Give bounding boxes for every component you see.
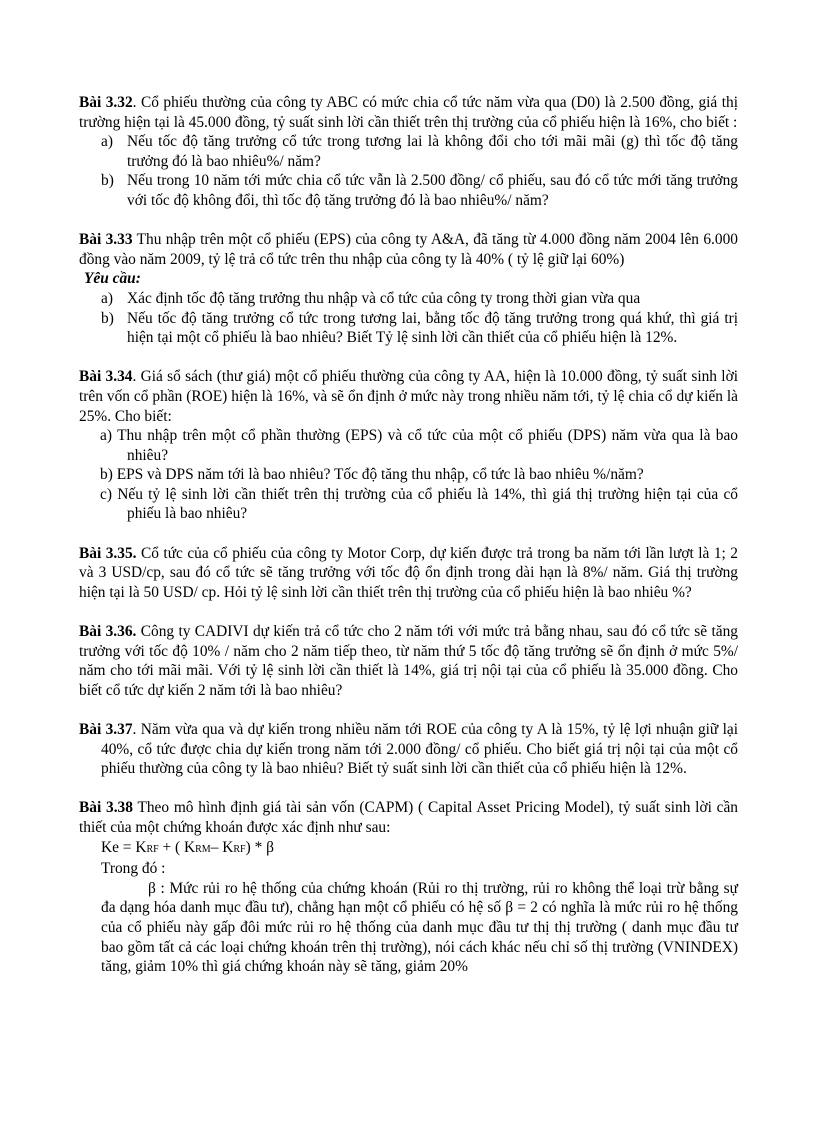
beta-definition — [79, 879, 738, 977]
exercise-3-36 — [79, 622, 738, 700]
exercise-title: Bài 3.37 — [79, 721, 133, 738]
exercise-text: Cổ tức của cổ phiếu của công ty Motor Corp, dự kiến được trả trong ba năm tới lần lượt là 1; 2 và 3 USD/cp, sau đó cổ tức sẽ tăng trưởng với tốc độ ổn định trong dài hạn là 8%/ năm. Giá thị trường hiện tại là 50 USD/ cp. Hỏi tỷ lệ sinh lời cần thiết trên thị trường của cổ phiếu hiện là bao nhiêu %? — [79, 544, 738, 601]
exercise-text: . Giá sổ sách (thư giá) một cổ phiếu thường của công ty AA, hiện là 10.000 đồng, tỷ suất sinh lời trên vốn cổ phần (ROE) hiện là 16%, và sẽ ổn định ở mức này trong nhiều năm tới, tỷ lệ chia cổ dự kiến là 25%. Cho biết: — [79, 368, 738, 425]
exercise-title: Bài 3.36. — [79, 623, 137, 641]
formula-subscript: RM — [195, 843, 211, 855]
exercise-3-33-items — [79, 289, 738, 348]
item-text: Nếu trong 10 năm tới mức chia cổ tức vẫn là 2.500 đồng/ cổ phiếu, sau đó cổ tức mới tăng trưởng với tốc độ không đổi, thì tốc độ tăng trưởng đó là bao nhiêu%/ năm? — [127, 172, 738, 209]
item-marker: a) — [100, 427, 112, 445]
exercise-title: Bài 3.35. — [79, 544, 137, 562]
exercise-title: Bài 3.38 — [79, 799, 133, 817]
formula-subscript: RF — [146, 843, 159, 855]
item-text: Nếu tốc độ tăng trưởng cổ tức trong tương lai là không đổi cho tới mãi mãi (g) thì tốc độ tăng trưởng đó là bao nhiêu%/ năm? — [127, 133, 738, 170]
exercise-text: Theo mô hình định giá tài sản vốn (CAPM) ( Capital Asset Pricing Model), tỷ suất sinh lời cần thiết của một chứng khoán được xác định như sau: — [79, 799, 738, 836]
formula-part: Ke = K — [101, 838, 147, 856]
exercise-title: Bài 3.34 — [79, 368, 133, 386]
list-item — [79, 485, 738, 524]
item-marker: b) — [100, 466, 113, 484]
list-item — [79, 289, 738, 309]
exercise-3-35 — [79, 544, 738, 603]
item-marker: c) — [100, 485, 112, 503]
exercise-text: Công ty CADIVI dự kiến trả cổ tức cho 2 năm tới với mức trả bằng nhau, sau đó cổ tức sẽ tăng trưởng với tốc độ 10% / năm cho 2 năm tiếp theo, từ năm thứ 5 tốc độ tăng trưởng sẽ ổn định ở mức 5%/ năm cho tới mãi mãi. Với tỷ lệ sinh lời cần thiết là 14%, giá trị nội tại của cổ phiếu là 35.000 đồng. Cho biết cổ tức dự kiến 2 năm tới là bao nhiêu? — [79, 623, 738, 699]
capm-formula — [79, 838, 738, 860]
exercise-text: Thu nhập trên một cổ phiếu (EPS) của công ty A&A, đã tăng từ 4.000 đồng năm 2004 lên 6.000 đồng vào năm 2009, tỷ lệ trả cổ tức trên thu nhập của công ty là 40% ( tỷ lệ giữ lại 60%) — [79, 231, 738, 268]
list-item — [79, 465, 738, 485]
item-text: Nếu tốc độ tăng trưởng cổ tức trong tương lai, bằng tốc độ tăng trưởng trong quá khứ, thì giá trị hiện tại một cổ phiếu là bao nhiêu? Biết Tỷ lệ sinh lời cần thiết của cổ phiếu hiện là 12%. — [127, 309, 738, 347]
exercise-title: Bài 3.33 — [79, 231, 133, 249]
formula-subscript: RF — [233, 843, 246, 855]
list-item — [79, 426, 738, 465]
exercise-3-32 — [79, 93, 738, 132]
item-marker: a) — [101, 289, 113, 307]
list-item — [79, 132, 738, 171]
item-text: Thu nhập trên một cổ phần thường (EPS) và cổ tức của một cổ phiếu (DPS) năm vừa qua là bao nhiêu? — [117, 427, 738, 464]
exercise-text: . Cổ phiếu thường của công ty ABC có mức chia cổ tức năm vừa qua (D0) là 2.500 đồng, giá thị trường hiện tại là 45.000 đồng, tỷ suất sinh lời cần thiết trên thị trường của cổ phiếu hiện là 16%, cho biết : — [79, 94, 738, 131]
list-item — [79, 171, 738, 210]
item-marker: b) — [101, 172, 114, 190]
exercise-3-38 — [79, 798, 738, 837]
where-label: Trong đó : — [101, 860, 166, 878]
exercise-3-34 — [79, 367, 738, 426]
exercise-3-37 — [79, 720, 738, 779]
item-text: EPS và DPS năm tới là bao nhiêu? Tốc độ tăng thu nhập, cổ tức là bao nhiêu %/năm? — [116, 466, 644, 484]
requirement-heading: Yêu cầu: — [84, 270, 141, 288]
exercise-3-32-items — [79, 132, 738, 210]
formula-part: ) * β — [245, 838, 274, 856]
item-marker: a) — [101, 133, 113, 151]
exercise-title: Bài 3.32 — [79, 94, 133, 111]
formula-part: + ( K — [158, 838, 196, 856]
exercise-3-33 — [79, 230, 738, 269]
list-item — [79, 309, 738, 348]
formula-part: – K — [210, 838, 234, 856]
item-marker: b) — [101, 309, 114, 327]
item-text: Xác định tốc độ tăng trưởng thu nhập và cổ tức của công ty trong thời gian vừa qua — [127, 289, 641, 307]
item-text: Nếu tỷ lệ sinh lời cần thiết trên thị trường của cổ phiếu là 14%, thì giá thị trường hiện tại của cổ phiếu là bao nhiêu? — [117, 485, 738, 523]
beta-text: β : Mức rủi ro hệ thống của chứng khoán (Rủi ro thị trường, rủi ro không thể loại trừ bằng sự đa dạng hóa danh mục đầu tư), chẳng hạn một cổ phiếu có hệ số β = 2 có nghĩa là mức rủi ro hệ thống của cổ phiếu này gấp đôi mức rủi ro hệ thống của danh mục đầu tư thị thị trường ( danh mục đầu tư bao gồm tất cả các loại chứng khoán trên thị trường), nói cách khác nếu chỉ số thị trường (VNINDEX) tăng, giảm 10% thì giá chứng khoán này sẽ tăng, giảm 20% — [101, 879, 738, 976]
document-body — [79, 93, 738, 977]
exercise-text: . Năm vừa qua và dự kiến trong nhiều năm tới ROE của công ty A là 15%, tỷ lệ lợi nhuận giữ lại 40%, cổ tức được chia dự kiến trong năm tới 2.000 đồng/ cổ phiếu. Cho biết giá trị nội tại của một cổ phiếu thường của công ty là bao nhiêu? Biết tỷ suất sinh lời cần thiết của cổ phiếu hiện là 12%. — [101, 721, 738, 778]
